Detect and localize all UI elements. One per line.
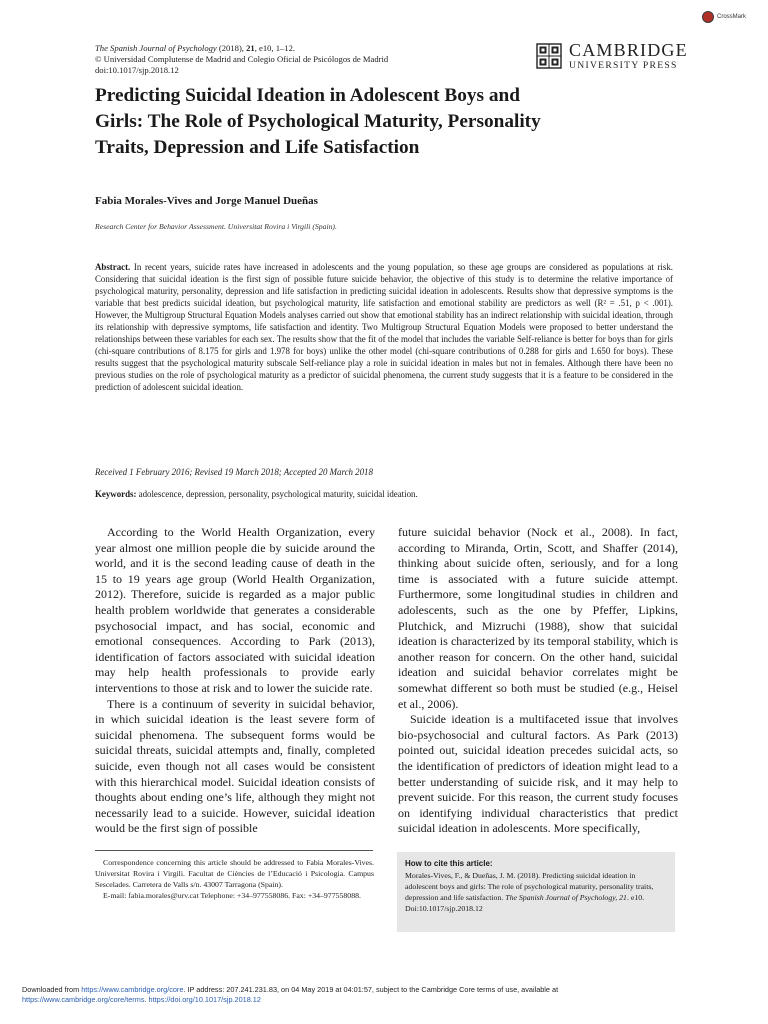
doi-link[interactable]: https://doi.org/10.1017/sjp.2018.12 xyxy=(148,995,261,1004)
title-line: Girls: The Role of Psychological Maturity, Personality xyxy=(95,111,541,132)
cite-tail: . e10. Doi:10.1017/sjp.2018.12 xyxy=(405,893,645,913)
journal-year: (2018), xyxy=(218,43,247,53)
correspondence-text: Correspondence concerning this article should be addressed to Fabia Morales-Vives. Universitat Rovira i Virgili. Facultat de Ciències de l’Educació i Psicologia. Campus Sescelades. Carretera de Valls s/n. 43007 Tarragona (Spain). xyxy=(95,858,374,889)
download-middle: . IP address: 207.241.231.83, on 04 May 2019 at 04:01:57, subject to the Cambridge Core terms of use, available at xyxy=(183,985,559,994)
footnote-divider xyxy=(95,850,373,851)
abstract-body: In recent years, suicide rates have increased in adolescents and the young population, so these age groups are considered as populations at risk. Considering that suicidal ideation is the first sign of possible future suicide behavior, the objective of this study is to determine the relative importance of psychological maturity, personality, depression and life satisfaction in predicting suicidal ideation in adolescents. Results show that depressive symptoms is the variable that best predicts suicidal ideation, but psychological maturity, life satisfaction and emotional stability are predictors as well (R² = .51, p < .001). However, the Multigroup Structural Equation Models analyses carried out show that emotional stability has an indirect relationship with suicidal ideation, through its relationship with depressive symptoms, life satisfaction and identity. Two Multigroup Structural Equation Models were proposed to better understand the relationships between these variables for each sex. The results show that the fit of the model that includes the variable Self-reliance is better for boys than for girls (chi-square contributions of 8.175 for girls and 1.978 for boys) unlike the other model (chi-square contributions of 0.288 for girls and 1.650 for boys). These results suggest that the psychological maturity subscale Self-reliance play a role in suicidal ideation in males but not in females. Although there have been no previous studies on the role of psychological maturity as a predictor of suicidal phenomena, the current study suggests that it is a feature to be considered in the prediction of adolescent suicidal ideation. xyxy=(95,262,674,392)
download-prefix: Downloaded from xyxy=(22,985,82,994)
title-line: Predicting Suicidal Ideation in Adolescent Boys and xyxy=(95,85,520,106)
terms-link[interactable]: https://www.cambridge.org/core/terms xyxy=(22,995,145,1004)
body-paragraph: According to the World Health Organization, every year almost one million people die by suicide around the world, and it is the second leading cause of death in the 15 to 19 years age group (World Health Organization, 2012). Therefore, suicide is regarded as a major public health problem worldwide that generates a considerable psychosocial impact, and has social, economic and emotional consequences. According to Park (2013), identification of factors associated with suicidal ideation may help health professionals to provide early interventions to those at risk and to lower the suicide rate. xyxy=(95,525,375,695)
title-line: Traits, Depression and Life Satisfaction xyxy=(95,137,420,158)
author-affiliation: Research Center for Behavior Assessment. Universitat Rovira i Virgili (Spain). xyxy=(95,222,337,231)
keywords-label: Keywords: xyxy=(95,489,137,499)
journal-pages: , e10, 1–12. xyxy=(254,43,296,53)
body-paragraph: future suicidal behavior (Nock et al., 2008). In fact, according to Miranda, Ortin, Scott, and Shaffer (2014), thinking about suicide often, seriously, and for a long time is associated with a future suicide attempt. Furthermore, some longitudinal studies in children and adolescents, such as the one by Pfeffer, Lipkins, Plutchick, and Mizruchi (1988), show that suicidal ideation is characterized by its temporal stability, which is another reason for concern. On the other hand, suicidal ideation and suicidal behavior correlates might be somewhat different so both must be studied (e.g., Heisel et al., 2006). xyxy=(398,525,678,711)
journal-volume: 21 xyxy=(246,43,255,53)
article-authors: Fabia Morales-Vives and Jorge Manuel Dueñas xyxy=(95,195,318,207)
body-paragraph: Suicide ideation is a multifaceted issue that involves bio-psychosocial and cultural factors. As Park (2013) pointed out, suicidal ideation precedes suicidal acts, so the identification of predictors of ideation might lead to a better understanding of suicide risk, and it may help to prevent suicide. For this reason, the current study focuses on identifying individual characteristics that predict suicidal ideation in adolescents. More specifically, xyxy=(398,712,678,836)
article-title xyxy=(95,83,695,161)
cambridge-crest-icon xyxy=(536,43,562,69)
body-column-right xyxy=(398,525,678,837)
how-to-cite-box xyxy=(397,852,675,932)
core-link[interactable]: https://www.cambridge.org/core xyxy=(81,985,184,994)
download-notice xyxy=(22,985,742,1005)
crossmark-label: CrossMark xyxy=(717,14,747,20)
journal-doi[interactable]: doi:10.1017/sjp.2018.12 xyxy=(95,65,179,75)
download-dot: . xyxy=(144,995,149,1004)
publisher-logo xyxy=(536,41,688,71)
abstract xyxy=(95,261,673,393)
abstract-label: Abstract. xyxy=(95,262,131,272)
keywords-list: adolescence, depression, personality, psychological maturity, suicidal ideation. xyxy=(138,489,418,499)
contact-text: E-mail: fabia.morales@urv.cat Telephone: +34–977558086. Fax: +34–977558088. xyxy=(103,891,361,900)
journal-citation-line xyxy=(95,43,388,54)
body-column-left xyxy=(95,525,375,837)
publisher-name-line2: UNIVERSITY PRESS xyxy=(569,60,678,71)
correspondence-footnote xyxy=(95,857,374,901)
crossmark-badge[interactable] xyxy=(702,10,746,24)
cite-main: Morales-Vives, F., & Dueñas, J. M. (2018). Predicting suicidal ideation in adolescent boys and girls: The role of psychological maturity, personality traits, depression and life satisfaction. xyxy=(405,871,654,902)
crossmark-icon xyxy=(702,11,714,23)
journal-name: The Spanish Journal of Psychology xyxy=(95,43,217,53)
keywords xyxy=(95,489,418,499)
body-paragraph: There is a continuum of severity in suicidal behavior, in which suicidal ideation is the least severe form of suicidal phenomena. The subsequent forms would be suicidal threats, suicidal attempts and, finally, completed suicide, even though not all cases would be consistent with this hierarchical model. Suicidal ideation consists of thoughts about ending one’s life, although they might not necessarily lead to a suicide. However, suicidal ideation would be the first sign of possible xyxy=(95,696,375,836)
how-to-cite-text xyxy=(405,870,667,914)
journal-copyright: © Universidad Complutense de Madrid and Colegio Oficial de Psicólogos de Madrid xyxy=(95,54,389,64)
publisher-name-line1: CAMBRIDGE xyxy=(569,40,688,60)
journal-header xyxy=(95,43,388,76)
how-to-cite-heading: How to cite this article: xyxy=(405,859,493,868)
article-dates: Received 1 February 2016; Revised 19 March 2018; Accepted 20 March 2018 xyxy=(95,467,373,477)
cite-journal: The Spanish Journal of Psychology, 21 xyxy=(505,893,627,902)
